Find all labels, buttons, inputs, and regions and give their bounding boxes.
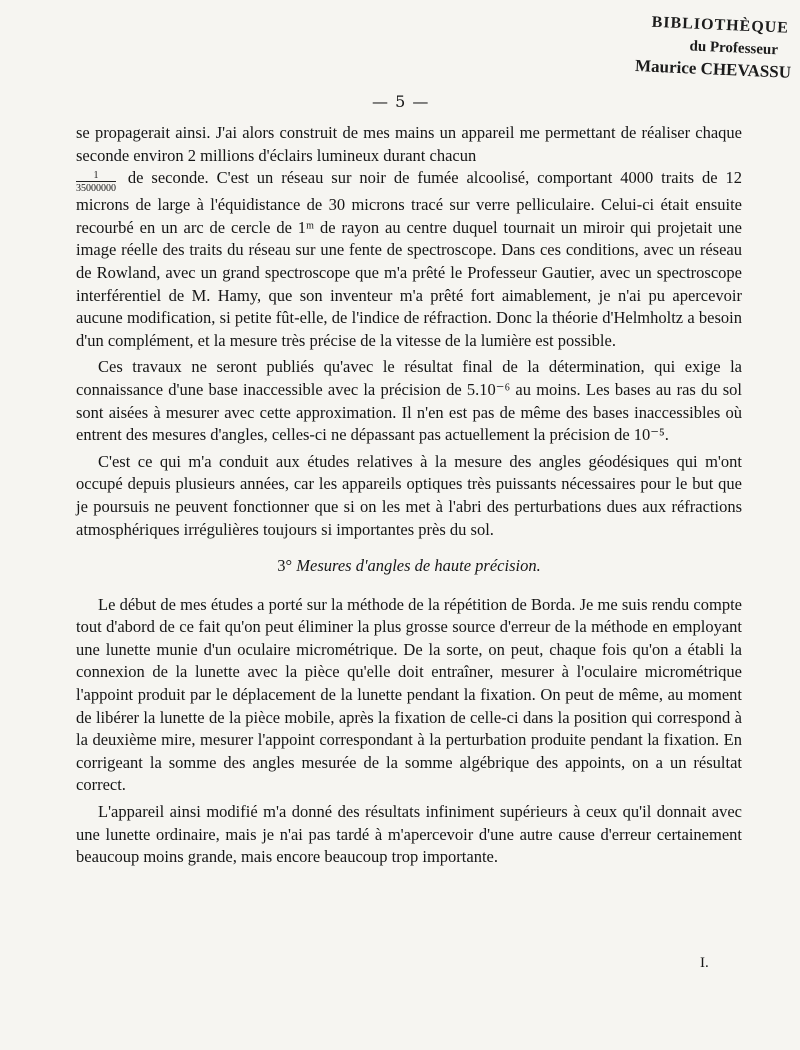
paragraph-1-end: de seconde. C'est un réseau sur noir de fumée alcoolisé, comportant 4000 traits de 12 microns de large à l'équidistance de 30 microns tracé sur verre pelliculaire. Celui-ci était ensuite recourbé en un arc de cercle de 1ᵐ de rayon au centre duquel tournait un miroir qui projetait une image réelle des traits du réseau sur une fente de spectroscope. Dans ces conditions, avec un réseau de Rowland, avec un grand spectroscope que m'a prêté le Professeur Gautier, avec un spectroscope interférentiel de M. Hamy, que son inventeur m'a prêté fort aimablement, je n'ai pu apercevoir aucune modification, si petite fût-elle, de l'indice de réfraction. Donc la théorie d'Helmholtz a besoin d'un complément, et la mesure très précise de la vitesse de la lumière est possible. (76, 168, 743, 350)
fraction (76, 170, 116, 194)
paragraph-1 (76, 122, 742, 352)
stamp-line-2: du Professeur (689, 38, 779, 59)
paragraph-4: Le début de mes études a porté sur la méthode de la répétition de Borda. Je me suis rendu compte tout d'abord de ce fait qu'on peut éliminer la plus grosse source d'erreur de la méthode en employant une lunette munie d'un oculaire micrométrique. De la sorte, on peut, chaque fois qu'on a établi la connexion de la lunette avec la pièce qu'elle doit entraîner, mesurer à l'oculaire micrométrique l'appoint produit par le déplacement de la lunette pendant la fixation. On peut de même, au moment de libérer la lunette de la pièce mobile, après la fixation de celle-ci dans la position qui correspond à la deuxième mire, mesurer l'appoint correspondant à la perturbation produite pendant la fixation. En corrigeant la somme des angles mesurée de la somme algébrique des appoints, on a un résultat correct. (76, 594, 742, 795)
paragraph-1-start: se propagerait ainsi. J'ai alors construit de mes mains un appareil me permettant de réaliser chaque seconde environ 2 millions d'éclairs lumineux durant chacun (76, 123, 742, 165)
stamp-line-3: Maurice CHEVASSU (634, 56, 792, 82)
paragraph-5: L'appareil ainsi modifié m'a donné des résultats infiniment supérieurs à ceux qu'il donnait avec une lunette ordinaire, mais je n'ai pas tardé à m'apercevoir d'une autre cause d'erreur certainement beaucoup moins grande, mais encore beaucoup trop importante. (76, 802, 742, 867)
library-stamp (613, 10, 794, 84)
stamp-line-1: BIBLIOTHÈQUE (651, 13, 790, 37)
body-text (76, 122, 742, 873)
fraction-denominator: 35000000 (76, 183, 116, 195)
page-number: — 5 — (372, 92, 430, 111)
section-heading (76, 555, 742, 578)
fraction-numerator: 1 (76, 170, 116, 182)
signature-mark: I. (700, 955, 709, 971)
paragraph-2: Ces travaux ne seront publiés qu'avec le résultat final de la détermination, qui exige la connaissance d'une base inaccessible avec la précision de 5.10⁻⁶ au moins. Les bases au ras du sol sont aisées à mesurer avec cette approximation. Il n'en est pas de même des bases inaccessibles où entrent des mesures d'angles, celles-ci ne dépassant pas actuellement la précision de 10⁻⁵. (76, 357, 742, 445)
section-title: Mesures d'angles de haute précision. (296, 556, 541, 576)
paragraph-3: C'est ce qui m'a conduit aux études relatives à la mesure des angles géodésiques qui m'ont occupé depuis plusieurs années, car les appareils optiques très puissants nécessaires pour le but que je poursuis ne peuvent fonctionner que si on les met à l'abri des perturbations dues aux réfractions atmosphériques irrégulières toujours si importantes près du sol. (76, 451, 742, 539)
section-number: 3° (277, 556, 293, 576)
